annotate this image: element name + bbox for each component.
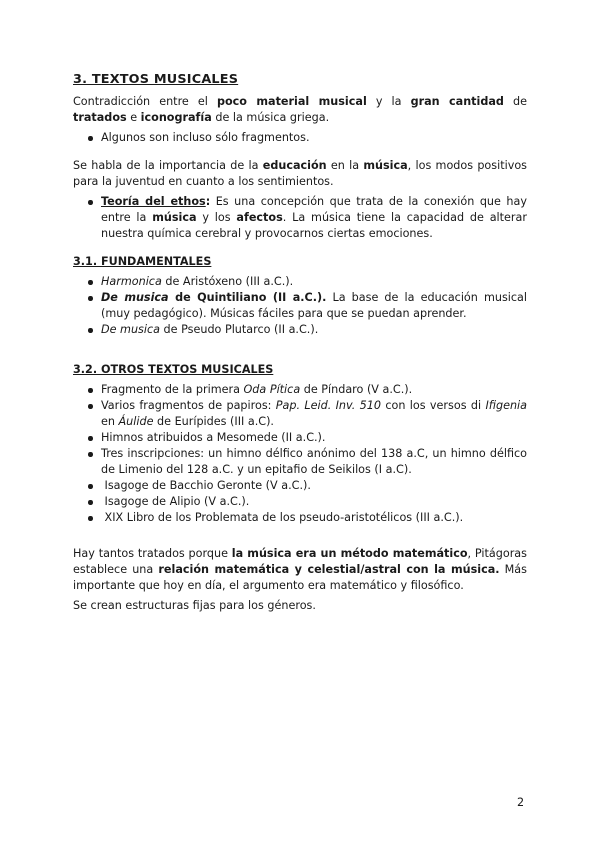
otros-list	[73, 382, 527, 526]
bullet-icon	[88, 388, 93, 393]
bullet-icon	[88, 404, 93, 409]
bullet-icon	[88, 136, 93, 141]
bullet-list	[73, 130, 527, 146]
bullet-icon	[88, 296, 93, 301]
bullet-icon	[88, 200, 93, 205]
list-item: Isagoge de Bacchio Geronte (V a.C.).	[73, 478, 527, 494]
bullet-icon	[88, 516, 93, 521]
list-item: Himnos atribuidos a Mesomede (II a.C.).	[73, 430, 527, 446]
list-item: Isagoge de Alipio (V a.C.).	[73, 494, 527, 510]
page-number: 2	[517, 796, 525, 809]
list-item: Algunos son incluso sólo fragmentos.	[73, 130, 527, 146]
fundamentales-list	[73, 274, 527, 338]
subsection-title-fundamentales: 3.1. FUNDAMENTALES	[73, 255, 212, 268]
bullet-icon	[88, 328, 93, 333]
list-item: De musica de Quintiliano (II a.C.). La base de la educación musical (muy pedagógico). Músicas fáciles para que se puedan aprender.	[73, 290, 527, 322]
section-title: 3. TEXTOS MUSICALES	[73, 72, 239, 87]
list-item: Varios fragmentos de papiros: Pap. Leid. Inv. 510 con los versos di Ifigenia en Áulide de Eurípides (III a.C).	[73, 398, 527, 430]
list-item: Tres inscripciones: un himno délfico anónimo del 138 a.C, un himno délfico de Limenio del 128 a.C. y un epitafio de Seikilos (I a.C).	[73, 446, 527, 478]
intro-paragraph: Contradicción entre el poco material musical y la gran cantidad de tratados e iconografía de la música griega.	[73, 95, 527, 124]
bullet-icon	[88, 500, 93, 505]
bullet-icon	[88, 436, 93, 441]
final-sentence: Se crean estructuras fijas para los géneros.	[73, 599, 316, 612]
bullet-icon	[88, 484, 93, 489]
subsection-title-otros: 3.2. OTROS TEXTOS MUSICALES	[73, 363, 274, 376]
list-item: De musica de Pseudo Plutarco (II a.C.).	[73, 322, 527, 338]
list-item: XIX Libro de los Problemata de los pseudo-aristotélicos (III a.C.).	[73, 510, 527, 526]
list-item: Teoría del ethos: Es una concepción que trata de la conexión que hay entre la música y los afectos. La música tiene la capacidad de alterar nuestra química cerebral y provocarnos ciertas emociones.	[73, 194, 527, 242]
closing-paragraph: Hay tantos tratados porque la música era un método matemático, Pitágoras establece una relación matemática y celestial/astral con la música. Más importante que hoy en día, el argumento era matemático y filosófico.	[73, 547, 527, 592]
education-paragraph: Se habla de la importancia de la educación en la música, los modos positivos para la juventud en cuanto a los sentimientos.	[73, 159, 527, 188]
ethos-list	[73, 194, 527, 242]
bullet-icon	[88, 452, 93, 457]
list-item: Harmonica de Aristóxeno (III a.C.).	[73, 274, 527, 290]
bullet-icon	[88, 280, 93, 285]
list-item: Fragmento de la primera Oda Pítica de Píndaro (V a.C.).	[73, 382, 527, 398]
